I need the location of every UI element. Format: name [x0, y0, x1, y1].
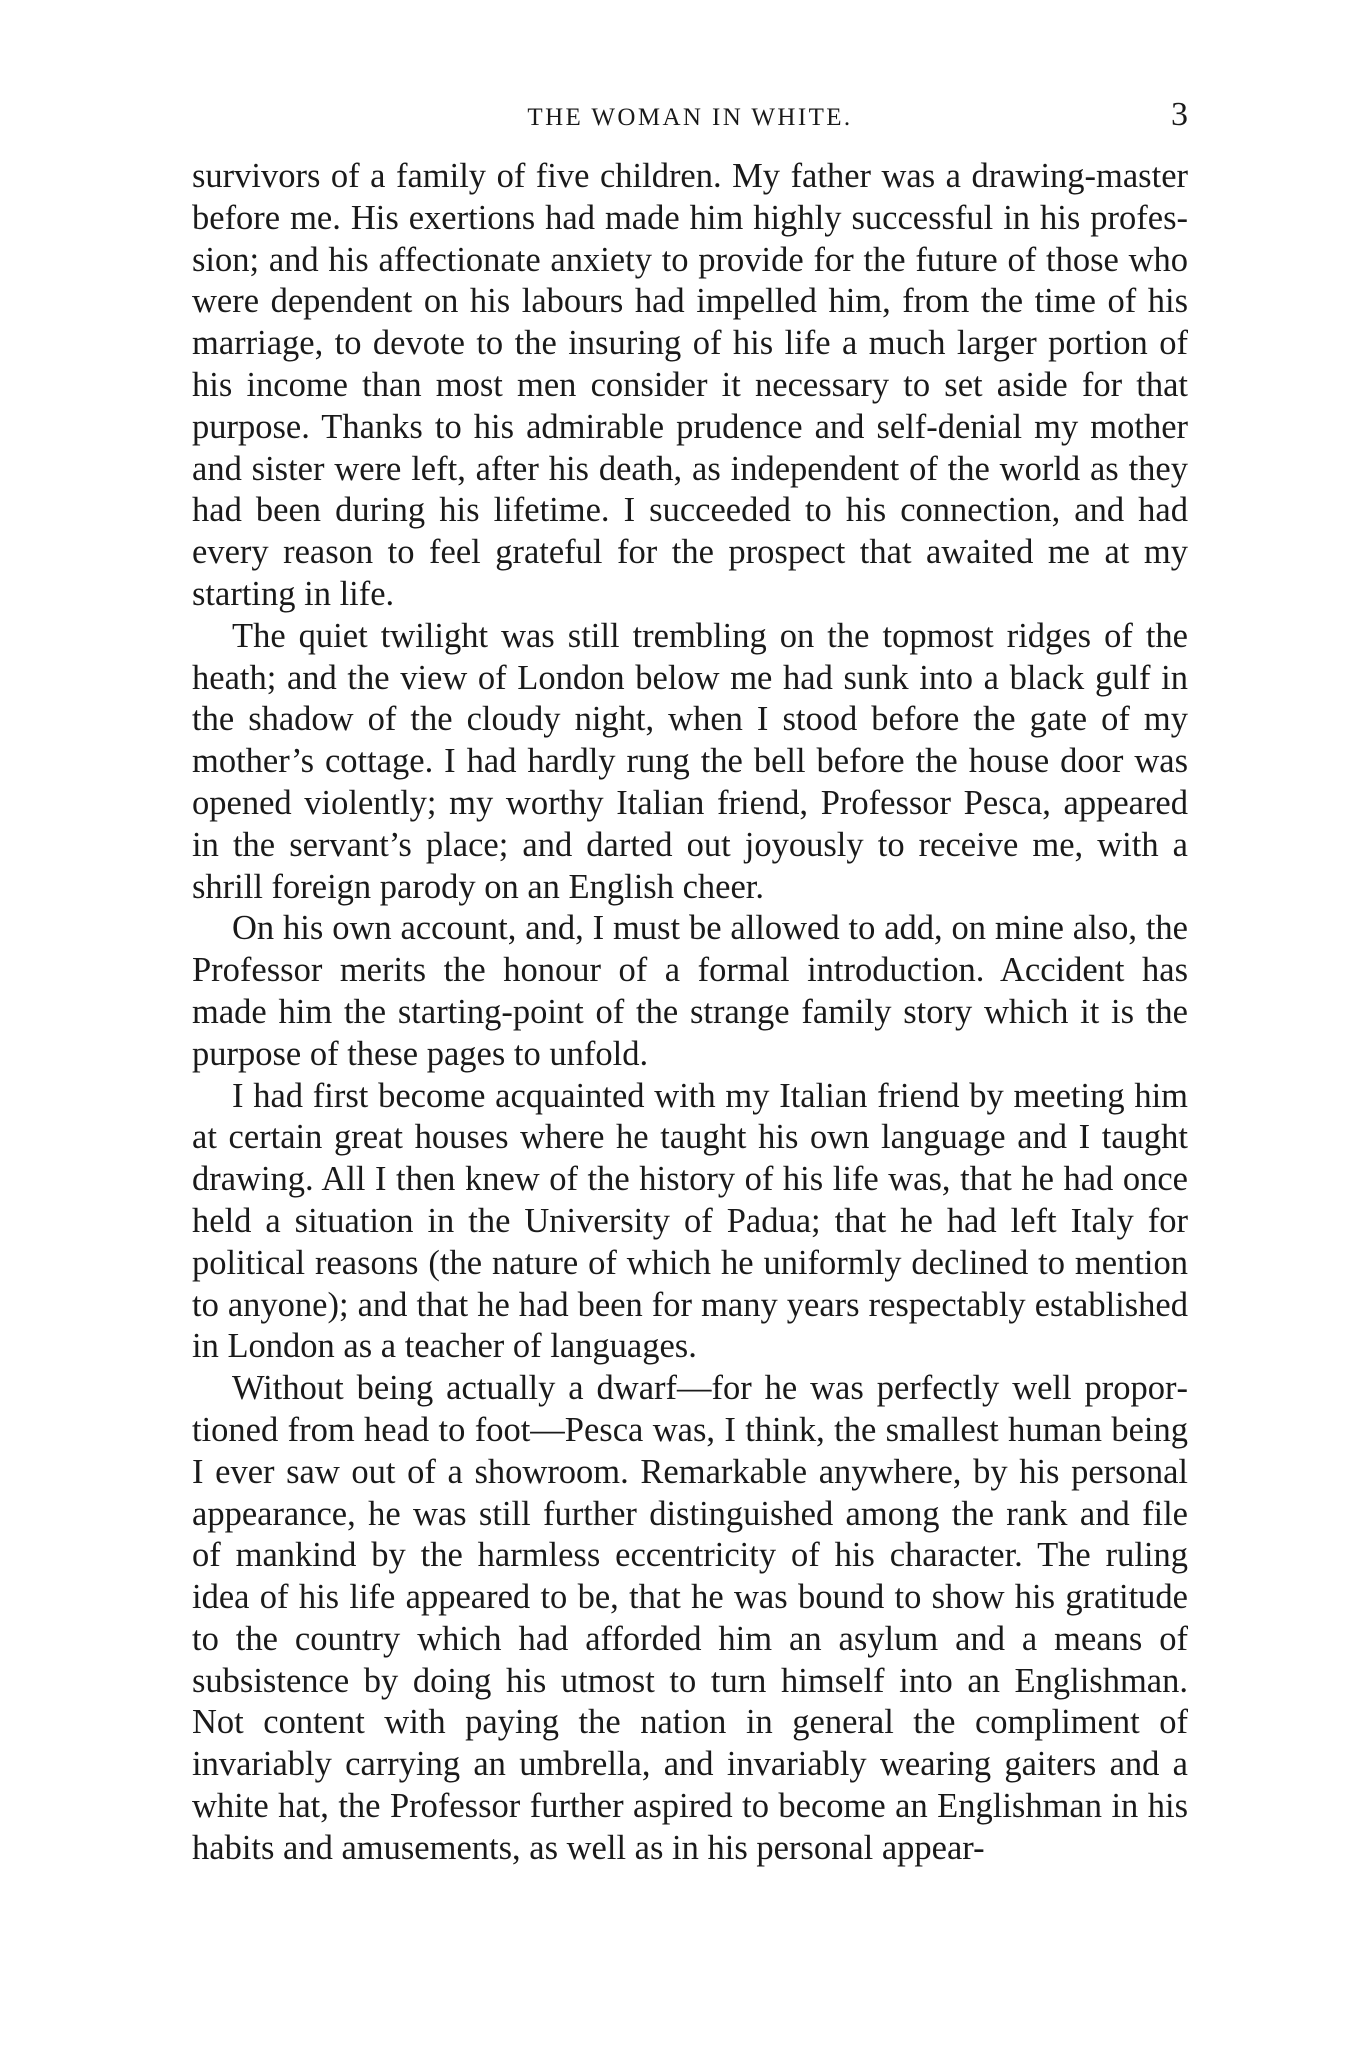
page-number: 3 — [1171, 96, 1188, 133]
paragraph-twilight: The quiet twilight was still trembling on the topmost ridges of the heath; and the view of London below me had sunk into a black gulf in the shadow of the cloudy night, when I stood before the gate of my mother’s cottage. I had hardly rung the bell before the house door was opened violently; my worthy Italian friend, Professor Pesca, appeared in the servant’s place; and darted out joyously to receive me, with a shrill foreign parody on an English cheer. — [192, 616, 1188, 906]
paragraph-pesca-description: Without being actually a dwarf—for he was perfectly well proportioned from head to foot—Pesca was, I think, the smallest human being I ever saw out of a showroom. Remarkable anywhere, by his personal appearance, he was still further distinguished among the rank and file of mankind by the harmless eccentricity of his character. The ruling idea of his life appeared to be, that he was bound to show his gratitude to the country which had afforded him an asylum and a means of subsistence by doing his utmost to turn himself into an Englishman. Not content with paying the nation in general the compliment of invariably carrying an umbrella, and invariably wearing gaiters and a white hat, the Professor further aspired to become an Englishman in his habits and amusements, as well as in his personal appear- — [192, 1369, 1188, 1867]
paragraph-acquaintance: I had first become acquainted with my Italian friend by meeting him at certain great houses where he taught his own language and I taught drawing. All I then knew of the history of his life was, that he had once held a situation in the University of Padua; that he had left Italy for political reasons (the nature of which he uniformly declined to mention to anyone); and that he had been for many years respectably established in London as a teacher of languages. — [192, 1076, 1188, 1366]
paragraph-continuation: survivors of a family of five children. My father was a drawing-master before me. His exertions had made him highly successful in his profession; and his affectionate anxiety to provide for the future of those who were dependent on his labours had impelled him, from the time of his marriage, to devote to the insuring of his life a much larger portion of his income than most men consider it necessary to set aside for that purpose. Thanks to his admirable prudence and self-denial my mother and sister were left, after his death, as independent of the world as they had been during his lifetime. I succeeded to his connection, and had every reason to feel grateful for the prospect that awaited me at my starting in life. — [192, 157, 1188, 613]
body-text — [192, 156, 1188, 1870]
paragraph-introduction: On his own account, and, I must be allowed to add, on mine also, the Professor merits the honour of a formal introduction. Accident has made him the starting-point of the strange family story which it is the purpose of these pages to unfold. — [192, 909, 1188, 1073]
running-head — [192, 96, 1188, 136]
running-title: THE WOMAN IN WHITE. — [527, 104, 853, 131]
